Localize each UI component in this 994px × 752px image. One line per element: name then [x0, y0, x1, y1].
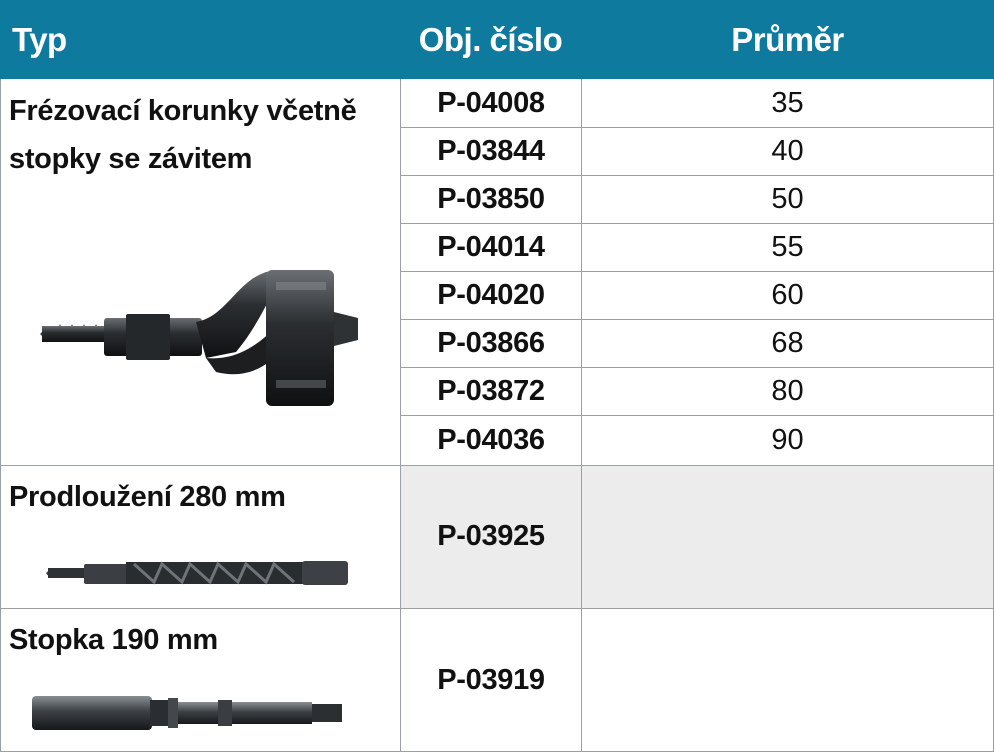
diameter-text: 35	[771, 86, 804, 119]
diameter-text: 50	[771, 182, 804, 215]
header-diameter-label: Průměr	[731, 20, 844, 58]
diameter-text: 80	[771, 374, 804, 407]
code-cell	[401, 319, 581, 367]
hole-saw-bit-icon	[36, 262, 366, 412]
diameter-text: 40	[771, 134, 804, 167]
code-text: P-04036	[437, 423, 545, 456]
code-cell	[401, 175, 581, 223]
grid-line	[0, 608, 994, 609]
code-text: P-03844	[437, 134, 545, 167]
code-text: P-04008	[437, 86, 545, 119]
diameter-text: 60	[771, 278, 804, 311]
code-text: P-03925	[437, 520, 545, 552]
diameter-cell	[581, 127, 994, 175]
code-text: P-04014	[437, 230, 545, 263]
code-cell	[401, 223, 581, 271]
code-text: P-03866	[437, 326, 545, 359]
header-type-label: Typ	[12, 20, 67, 58]
grid-line	[0, 79, 1, 752]
header-type	[0, 0, 400, 79]
extension-rod-icon	[44, 556, 350, 590]
code-cell-shank	[401, 608, 581, 752]
diameter-cell	[581, 271, 994, 319]
shank-icon	[30, 690, 346, 736]
diameter-cell	[581, 79, 994, 127]
grid-line	[401, 415, 993, 416]
code-cell	[401, 79, 581, 127]
diameter-text: 55	[771, 230, 804, 263]
grid-line	[401, 319, 993, 320]
grid-line	[0, 465, 994, 466]
type-hole-saws-line1: Frézovací korunky včetně	[9, 95, 357, 127]
type-extension-label: Prodloužení 280 mm	[9, 481, 286, 513]
diameter-cell	[581, 175, 994, 223]
code-text: P-03919	[437, 663, 545, 696]
type-hole-saws-line2: stopky se závitem	[9, 143, 253, 175]
diameter-text: 90	[771, 423, 804, 456]
grid-line	[401, 127, 993, 128]
header-code	[400, 0, 581, 79]
header-code-label: Obj. číslo	[418, 20, 563, 58]
diameter-cell-shank	[581, 608, 994, 752]
code-cell	[401, 367, 581, 415]
code-text: P-03872	[437, 374, 545, 407]
code-cell	[401, 127, 581, 175]
grid-line	[401, 223, 993, 224]
code-text: P-04020	[437, 278, 545, 311]
header-diameter	[581, 0, 994, 79]
type-shank-label: Stopka 190 mm	[9, 624, 218, 656]
grid-line	[401, 271, 993, 272]
grid-line	[401, 175, 993, 176]
diameter-cell	[581, 367, 994, 415]
code-cell	[401, 271, 581, 319]
diameter-text: 68	[771, 326, 804, 359]
grid-line	[401, 367, 993, 368]
code-cell	[401, 415, 581, 465]
diameter-cell	[581, 223, 994, 271]
diameter-cell-extension	[581, 465, 994, 608]
diameter-cell	[581, 415, 994, 465]
code-cell-extension	[401, 465, 581, 608]
code-text: P-03850	[437, 182, 545, 215]
diameter-cell	[581, 319, 994, 367]
